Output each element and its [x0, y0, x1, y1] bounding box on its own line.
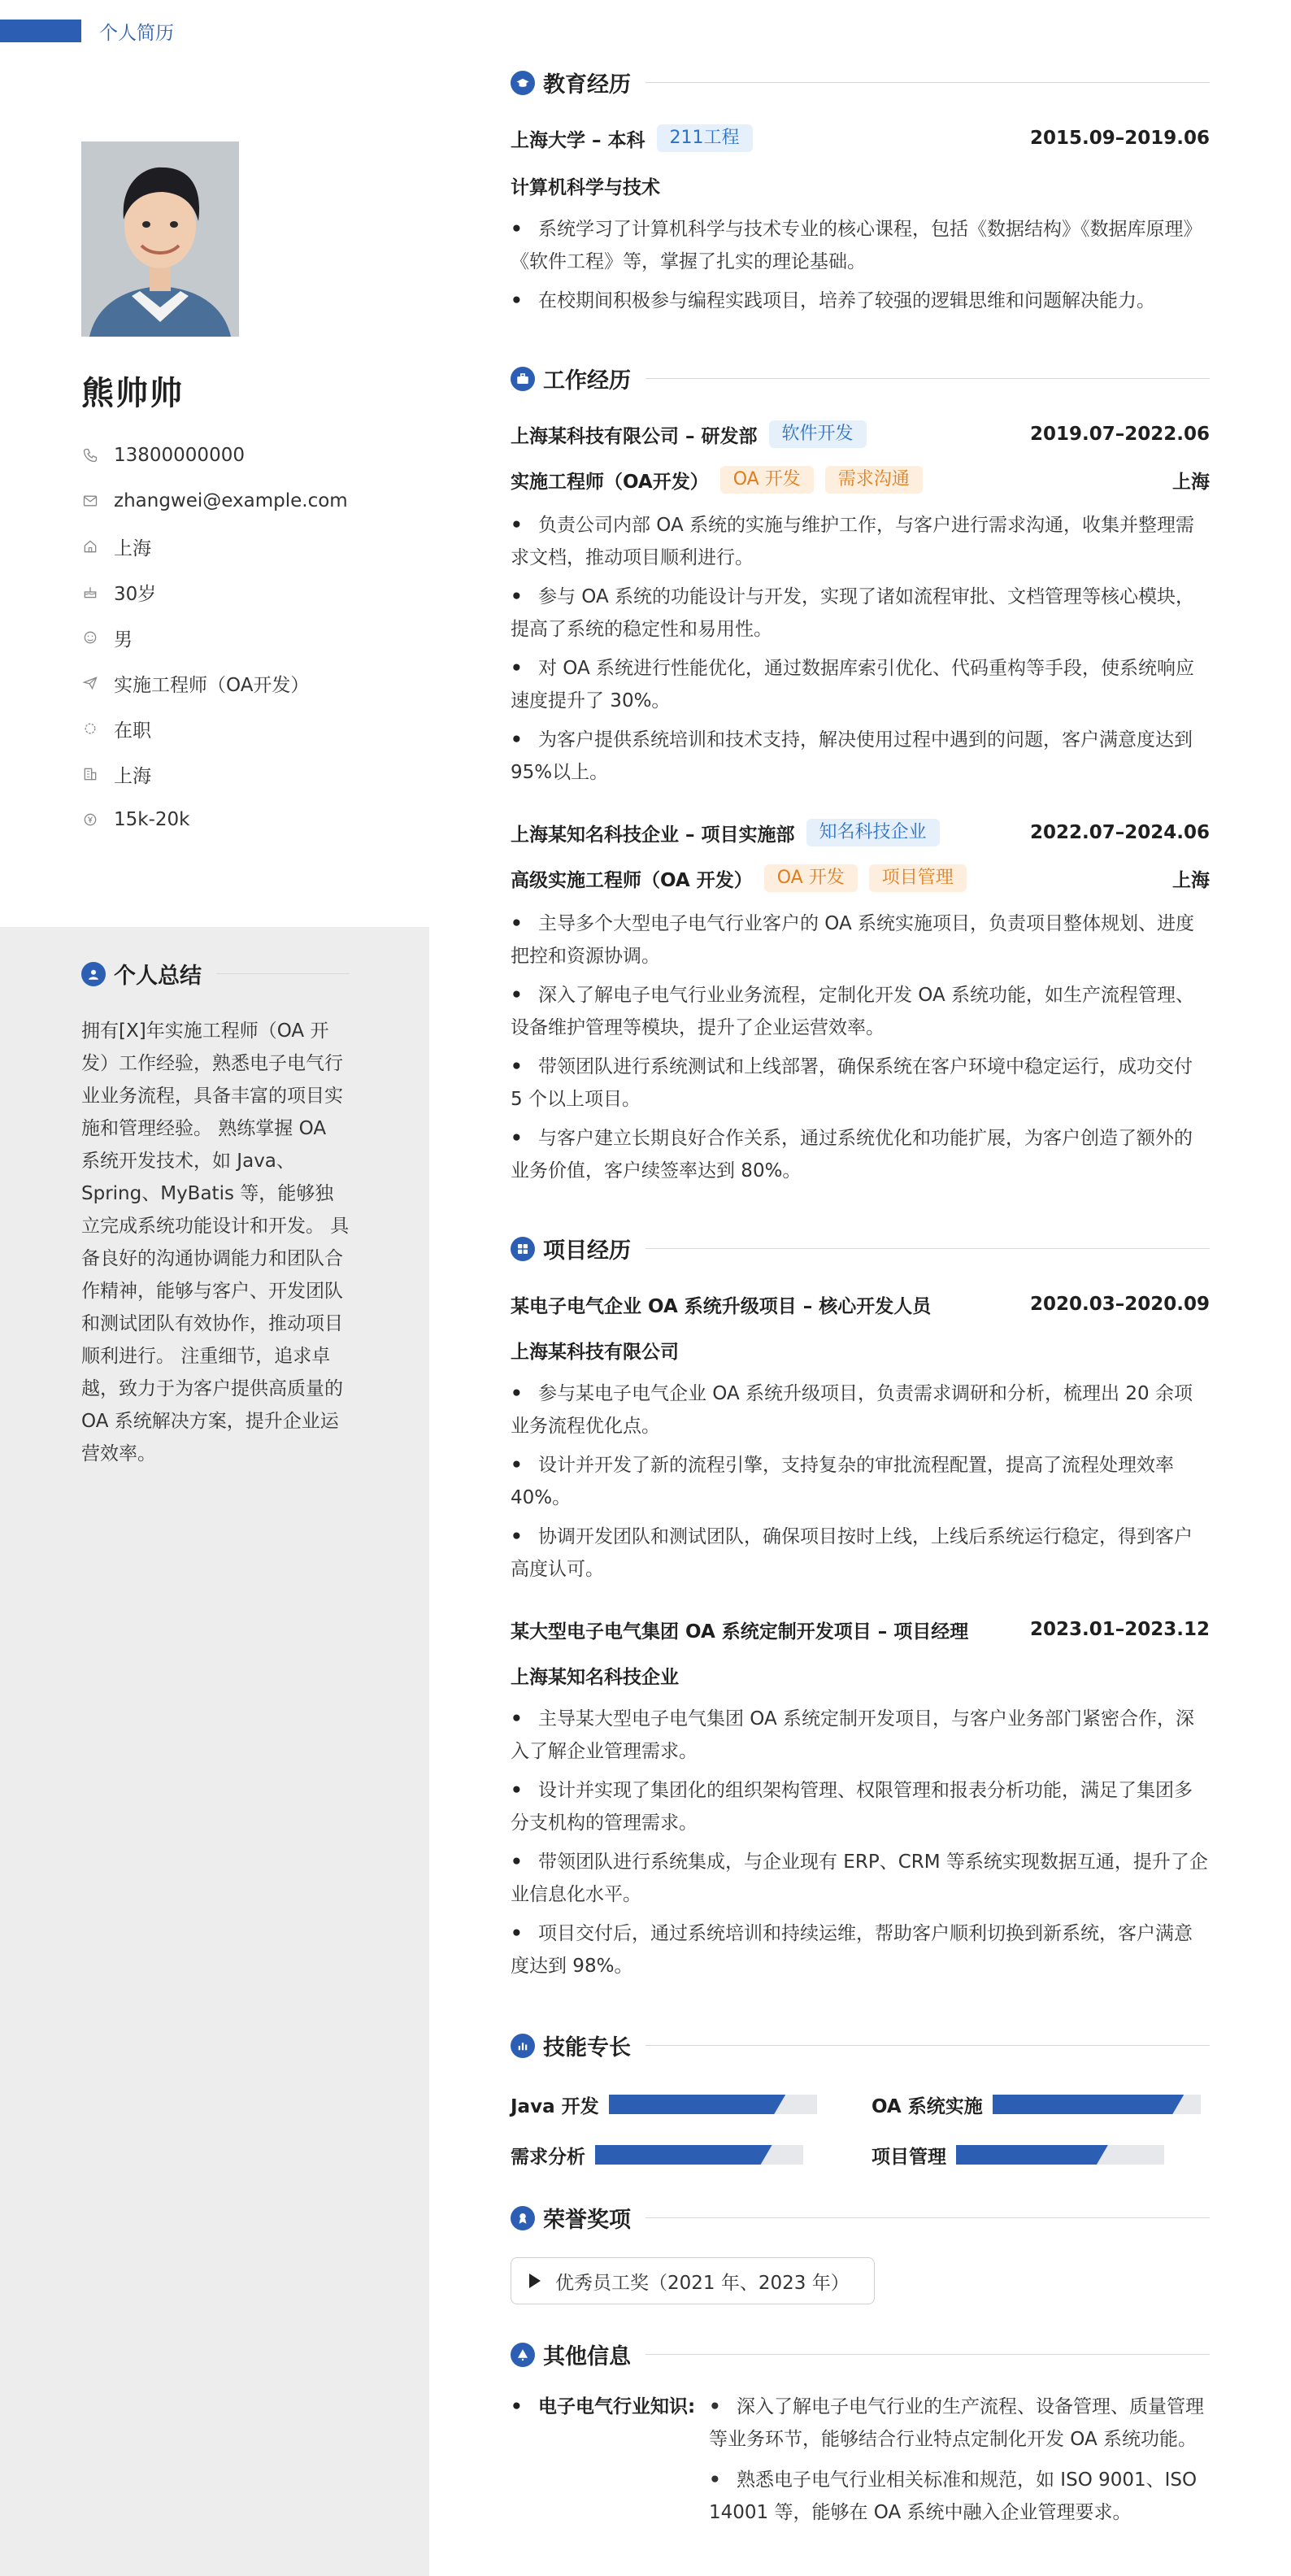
skill-item — [511, 2140, 803, 2169]
info-location — [81, 524, 423, 569]
projects-section-header — [511, 1233, 1210, 1264]
skill-item — [872, 2090, 1201, 2119]
education-major: 计算机科学与技术 — [511, 176, 660, 198]
profile-photo-illustration — [81, 141, 239, 337]
education-title: 教育经历 — [543, 72, 631, 98]
work-2-header — [511, 816, 1210, 849]
list-item: • 深入了解电子电气行业业务流程，定制化开发 OA 系统功能，如生产流程管理、设备维护管理等模块，提升了企业运营效率。 — [511, 979, 1210, 1044]
skill-level-fill — [609, 2095, 786, 2114]
skills-grid — [511, 2083, 1210, 2197]
list-item: • 参与某电子电气企业 OA 系统升级项目，负责需求调研和分析，梳理出 20 余项业务流程优化点。 — [511, 1377, 1210, 1442]
award-text: 优秀员工奖（2021 年、2023 年） — [555, 2272, 850, 2294]
list-item: • 协调开发团队和测试团队，确保项目按时上线，上线后系统运行稳定，得到客户高度认可。 — [511, 1521, 1210, 1586]
education-major-row — [511, 169, 1210, 202]
resume-tag-label: 个人简历 — [99, 22, 174, 44]
info-phone — [81, 433, 423, 478]
info-target-job-value: 实施工程师（OA开发） — [114, 674, 310, 696]
award-icon — [511, 2206, 535, 2230]
work-2-bullets — [511, 907, 1210, 1194]
work-1-bullets — [511, 509, 1210, 795]
contact-info-list — [81, 433, 423, 842]
honors-divider — [646, 2217, 1210, 2218]
skill-name: Java 开发 — [511, 2095, 599, 2117]
gender-icon — [81, 629, 99, 646]
education-period: 2015.09–2019.06 — [1029, 128, 1210, 149]
other-bullets — [709, 2391, 1210, 2537]
send-icon — [81, 674, 99, 692]
work-1-skill-chip: OA 开发 — [720, 466, 814, 494]
work-2-skill-chip: 项目管理 — [869, 864, 967, 892]
list-item: • 为客户提供系统培训和技术支持，解决使用过程中遇到的问题，客户满意度达到 95%以上。 — [511, 724, 1210, 789]
skill-item — [872, 2140, 1164, 2169]
home-icon — [81, 537, 99, 555]
work-1-company: 上海某科技有限公司 – 研发部 — [511, 425, 758, 447]
info-location-value: 上海 — [114, 537, 151, 559]
skills-divider — [646, 2045, 1210, 2046]
skill-track — [993, 2095, 1201, 2114]
work-divider — [646, 378, 1210, 379]
info-target-city — [81, 751, 423, 797]
info-phone-value: 13800000000 — [114, 445, 245, 466]
work-2-city: 上海 — [1172, 869, 1210, 891]
project-2-org-row — [511, 1659, 1210, 1691]
cake-icon — [81, 583, 99, 601]
other-section-header — [511, 2339, 1210, 2370]
work-section-header — [511, 363, 1210, 394]
work-1-header — [511, 418, 1210, 450]
project-1-bullets — [511, 1377, 1210, 1592]
work-2-role-row — [511, 862, 1210, 894]
work-2-period: 2022.07–2024.06 — [1029, 822, 1210, 843]
profile-photo — [81, 141, 239, 337]
education-entry-header — [511, 122, 1210, 154]
work-2-skill-chip: OA 开发 — [764, 864, 858, 892]
work-2-tag: 知名科技企业 — [806, 819, 940, 846]
skill-name: OA 系统实施 — [872, 2095, 983, 2117]
skill-level-fill — [595, 2145, 772, 2165]
project-1-period: 2020.03–2020.09 — [1029, 1294, 1210, 1315]
skill-track — [956, 2145, 1164, 2165]
list-item: • 系统学习了计算机科学与技术专业的核心课程，包括《数据结构》《数据库原理》《软件工程》等，掌握了扎实的理论基础。 — [511, 213, 1210, 278]
skill-level-fill — [956, 2145, 1108, 2165]
info-age — [81, 569, 423, 615]
list-item: • 对 OA 系统进行性能优化，通过数据库索引优化、代码重构等手段，使系统响应速度提升了 30%。 — [511, 652, 1210, 717]
status-icon — [81, 720, 99, 738]
list-item: • 在校期间积极参与编程实践项目，培养了较强的逻辑思维和问题解决能力。 — [511, 285, 1210, 317]
work-1-role-row — [511, 463, 1210, 496]
education-school: 上海大学 – 本科 — [511, 129, 646, 151]
user-icon — [81, 962, 106, 986]
graduation-cap-icon — [511, 71, 535, 95]
other-divider — [646, 2354, 1210, 2355]
other-title: 其他信息 — [543, 2344, 631, 2369]
education-divider — [646, 82, 1210, 83]
info-icon — [511, 2343, 535, 2367]
list-item: • 负责公司内部 OA 系统的实施与维护工作，与客户进行需求沟通，收集并整理需求文档，推动项目顺利进行。 — [511, 509, 1210, 574]
list-item: • 设计并开发了新的流程引擎，支持复杂的审批流程配置，提高了流程处理效率 40%。 — [511, 1449, 1210, 1514]
info-status — [81, 706, 423, 751]
info-age-value: 30岁 — [114, 583, 157, 605]
project-2-name: 某大型电子电气集团 OA 系统定制开发项目 – 项目经理 — [511, 1621, 969, 1643]
info-gender-value: 男 — [114, 629, 133, 651]
skill-item — [511, 2090, 817, 2119]
project-2-header — [511, 1613, 1210, 1646]
bar-chart-icon — [511, 2034, 535, 2058]
skill-name: 需求分析 — [511, 2146, 585, 2168]
work-2-role: 高级实施工程师（OA 开发） — [511, 869, 753, 891]
work-2-company: 上海某知名科技企业 – 项目实施部 — [511, 824, 795, 846]
mail-icon — [81, 492, 99, 510]
summary-text: 拥有[X]年实施工程师（OA 开发）工作经验，熟悉电子电气行业业务流程，具备丰富的项目实施和管理经验。 熟练掌握 OA 系统开发技术，如 Java、Spring、MyBatis 等，能够独立完成系统功能设计和开发。 具备良好的沟通协调能力和团队合作精神，能够与客户、开发团队和测试团队有效协作，推动项目顺利进行。 注重细节，追求卓越，致力于为客户提供高质量的 OA 系统解决方案，提升企业运营效率。 — [81, 1020, 350, 1464]
work-1-city: 上海 — [1172, 471, 1210, 493]
honors-title: 荣誉奖项 — [543, 2208, 631, 2233]
list-item: • 项目交付后，通过系统培训和持续运维，帮助客户顺利切换到新系统，客户满意度达到 98%。 — [511, 1917, 1210, 1982]
info-target-city-value: 上海 — [114, 765, 151, 787]
skill-track — [595, 2145, 803, 2165]
skill-name: 项目管理 — [872, 2146, 946, 2168]
education-tag: 211工程 — [657, 124, 753, 152]
summary-section-header — [81, 958, 350, 990]
work-1-skill-chip: 需求沟通 — [825, 466, 923, 494]
project-1-header — [511, 1288, 1210, 1321]
skill-track — [609, 2095, 817, 2114]
project-1-org-row — [511, 1334, 1210, 1366]
project-2-bullets — [511, 1703, 1210, 1989]
education-bullets — [511, 213, 1210, 324]
sidebar — [0, 0, 429, 2576]
list-item: • 与客户建立长期良好合作关系，通过系统优化和功能扩展，为客户创造了额外的业务价值，客户续签率达到 80%。 — [511, 1122, 1210, 1187]
info-status-value: 在职 — [114, 720, 151, 742]
info-target-job — [81, 660, 423, 706]
building-icon — [81, 765, 99, 783]
summary-divider — [216, 973, 350, 974]
work-1-tag: 软件开发 — [769, 420, 867, 448]
list-item: • 主导多个大型电子电气行业客户的 OA 系统实施项目，负责项目整体规划、进度把控和资源协调。 — [511, 907, 1210, 973]
skill-level-fill — [993, 2095, 1185, 2114]
play-triangle-icon — [529, 2274, 541, 2288]
work-1-role: 实施工程师（OA开发） — [511, 471, 709, 493]
list-item: • 深入了解电子电气行业的生产流程、设备管理、质量管理等业务环节，能够结合行业特点定制化开发 OA 系统功能。 — [709, 2391, 1210, 2456]
grid-icon — [511, 1237, 535, 1261]
resume-tag — [0, 16, 174, 46]
resume-tag-bar — [0, 20, 81, 42]
projects-title: 项目经历 — [543, 1238, 631, 1264]
skills-title: 技能专长 — [543, 2035, 631, 2060]
other-key: • 电子电气行业知识: — [511, 2391, 695, 2423]
list-item: • 带领团队进行系统集成，与企业现有 ERP、CRM 等系统实现数据互通，提升了企业信息化水平。 — [511, 1846, 1210, 1911]
list-item: • 设计并实现了集团化的组织架构管理、权限管理和报表分析功能，满足了集团多分支机构的管理需求。 — [511, 1774, 1210, 1839]
briefcase-icon — [511, 367, 535, 391]
info-email-value: zhangwei@example.com — [114, 490, 348, 511]
info-salary-value: 15k-20k — [114, 809, 190, 830]
project-1-org: 上海某科技有限公司 — [511, 1341, 679, 1363]
skills-section-header — [511, 2030, 1210, 2061]
honors-section-header — [511, 2202, 1210, 2234]
salary-icon — [81, 811, 99, 829]
projects-divider — [646, 1248, 1210, 1249]
project-2-period: 2023.01–2023.12 — [1029, 1619, 1210, 1640]
award-item[interactable] — [511, 2257, 875, 2304]
work-1-period: 2019.07–2022.06 — [1029, 424, 1210, 445]
info-email — [81, 478, 423, 524]
education-section-header — [511, 67, 1210, 98]
list-item: • 带领团队进行系统测试和上线部署，确保系统在客户环境中稳定运行，成功交付 5 个以上项目。 — [511, 1051, 1210, 1116]
info-gender — [81, 615, 423, 660]
project-1-name: 某电子电气企业 OA 系统升级项目 – 核心开发人员 — [511, 1295, 932, 1317]
list-item: • 参与 OA 系统的功能设计与开发，实现了诸如流程审批、文档管理等核心模块，提高了系统的稳定性和易用性。 — [511, 581, 1210, 646]
summary-title: 个人总结 — [114, 964, 202, 989]
list-item: • 熟悉电子电气行业相关标准和规范，如 ISO 9001、ISO 14001 等，能够在 OA 系统中融入企业管理要求。 — [709, 2464, 1210, 2529]
phone-icon — [81, 446, 99, 464]
project-2-org: 上海某知名科技企业 — [511, 1666, 679, 1688]
profile-name: 熊帅帅 — [81, 375, 184, 412]
work-title: 工作经历 — [543, 368, 631, 394]
list-item: • 主导某大型电子电气集团 OA 系统定制开发项目，与客户业务部门紧密合作，深入了解企业管理需求。 — [511, 1703, 1210, 1768]
info-salary — [81, 797, 423, 842]
